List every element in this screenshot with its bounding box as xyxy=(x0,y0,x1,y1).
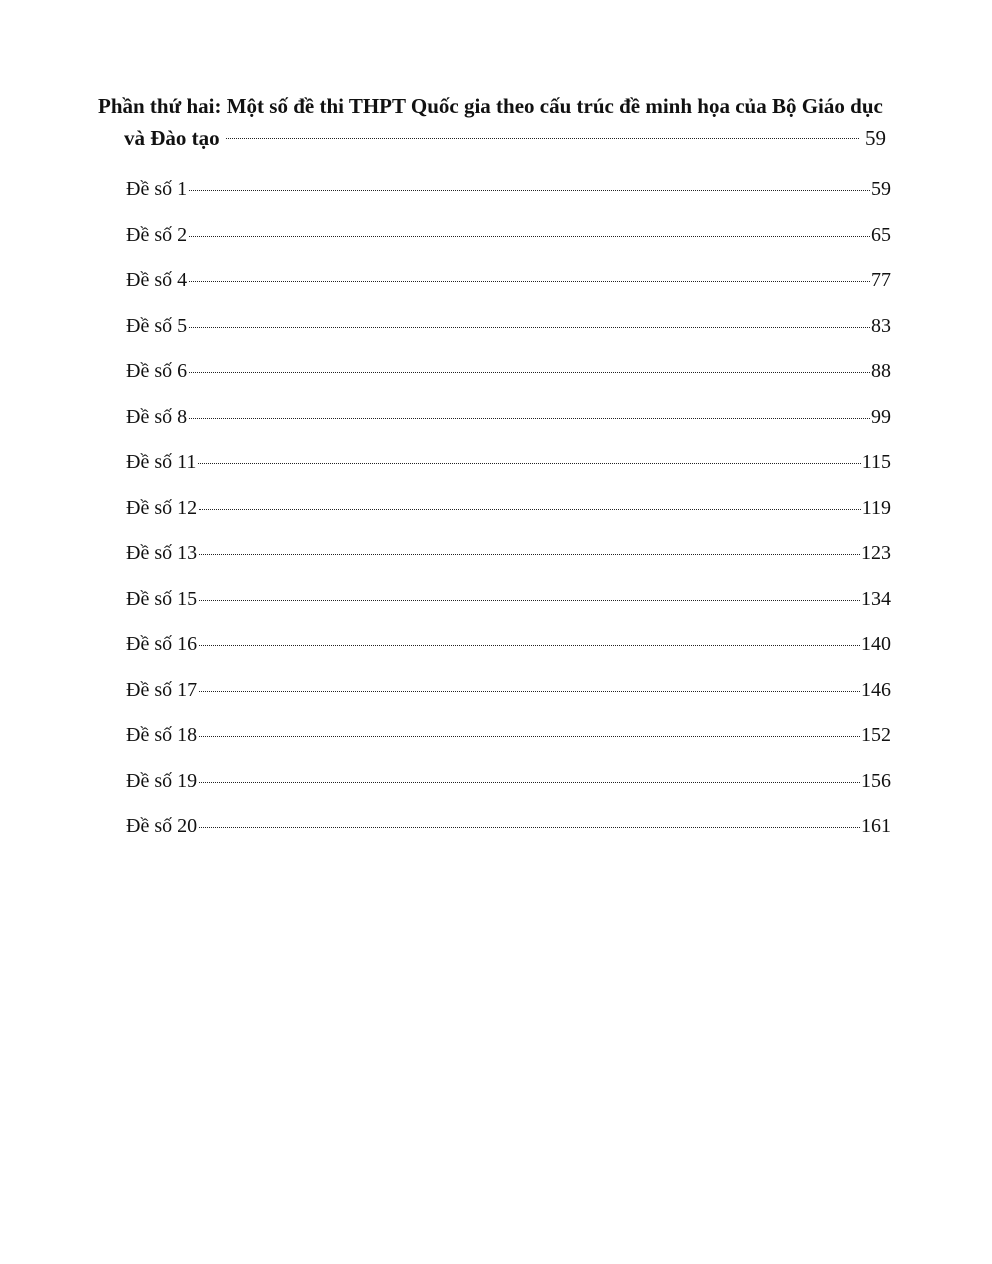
toc-entry-label: Đề số 1 xyxy=(126,178,188,200)
dot-leader xyxy=(199,645,860,646)
toc-entry-page: 161 xyxy=(861,815,891,837)
toc-entry-label: Đề số 12 xyxy=(126,496,198,519)
toc-entry-page: 134 xyxy=(861,587,891,610)
dot-leader xyxy=(199,554,860,555)
toc-entry[interactable] xyxy=(126,497,891,543)
dot-leader xyxy=(189,372,870,373)
section-page-number: 59 xyxy=(865,126,886,150)
toc-entry-label: Đề số 17 xyxy=(126,678,198,701)
toc-entry[interactable] xyxy=(126,633,891,679)
toc-entry-page: 123 xyxy=(861,542,891,564)
toc-entry[interactable] xyxy=(126,679,891,725)
toc-entry[interactable] xyxy=(126,360,891,406)
toc-entry-page: 99 xyxy=(871,405,891,428)
toc-entry-label: Đề số 2 xyxy=(126,223,188,246)
dot-leader xyxy=(189,190,870,191)
toc-entry[interactable] xyxy=(126,724,891,770)
dot-leader xyxy=(199,827,860,828)
dot-leader xyxy=(189,281,870,282)
dot-leader xyxy=(198,463,860,464)
toc-entry-page: 88 xyxy=(871,360,891,382)
section-title-line-1: Phần thứ hai: Một số đề thi THPT Quốc gia theo cấu trúc đề minh họa của Bộ Giáo dục xyxy=(98,94,883,118)
dot-leader xyxy=(226,138,859,139)
dot-leader xyxy=(189,236,870,237)
toc-entry[interactable] xyxy=(126,269,891,315)
toc-entry[interactable] xyxy=(126,770,891,816)
toc-entry[interactable] xyxy=(126,451,891,497)
toc-entry-label: Đề số 16 xyxy=(126,633,198,655)
dot-leader xyxy=(199,782,860,783)
toc-entry-label: Đề số 19 xyxy=(126,769,198,792)
toc-entry[interactable] xyxy=(126,588,891,634)
toc-entry-label: Đề số 20 xyxy=(126,815,198,837)
toc-entry-label: Đề số 13 xyxy=(126,542,198,564)
toc-entry-page: 77 xyxy=(871,269,891,291)
toc-entry-page: 83 xyxy=(871,314,891,337)
toc-entry-label: Đề số 4 xyxy=(126,269,188,291)
dot-leader xyxy=(199,509,861,510)
toc-entry[interactable] xyxy=(126,815,891,861)
toc-entry-page: 119 xyxy=(861,496,891,519)
toc-entry[interactable] xyxy=(126,178,891,224)
toc-entry[interactable] xyxy=(126,542,891,588)
section-title-line-2: và Đào tạo xyxy=(124,126,220,150)
toc-entry-page: 156 xyxy=(861,769,891,792)
toc-entry[interactable] xyxy=(126,406,891,452)
toc-entry-page: 146 xyxy=(861,678,891,701)
toc-entry-page: 65 xyxy=(871,223,891,246)
toc-section-heading[interactable] xyxy=(98,90,898,154)
dot-leader xyxy=(189,418,870,419)
dot-leader xyxy=(199,736,860,737)
toc-entry-page: 140 xyxy=(861,633,891,655)
dot-leader xyxy=(199,600,860,601)
section-title-line-2-row xyxy=(98,122,886,154)
toc-entry-label: Đề số 11 xyxy=(126,451,197,473)
toc-entry[interactable] xyxy=(126,224,891,270)
toc-entry-page: 115 xyxy=(861,451,891,473)
toc-entry-page: 152 xyxy=(861,724,891,746)
toc-entry-page: 59 xyxy=(871,178,891,200)
toc-entry[interactable] xyxy=(126,315,891,361)
toc-entry-label: Đề số 8 xyxy=(126,405,188,428)
dot-leader xyxy=(199,691,860,692)
dot-leader xyxy=(189,327,870,328)
toc-entry-label: Đề số 15 xyxy=(126,587,198,610)
toc-list xyxy=(126,178,891,861)
toc-entry-label: Đề số 5 xyxy=(126,314,188,337)
toc-entry-label: Đề số 18 xyxy=(126,724,198,746)
toc-entry-label: Đề số 6 xyxy=(126,360,188,382)
